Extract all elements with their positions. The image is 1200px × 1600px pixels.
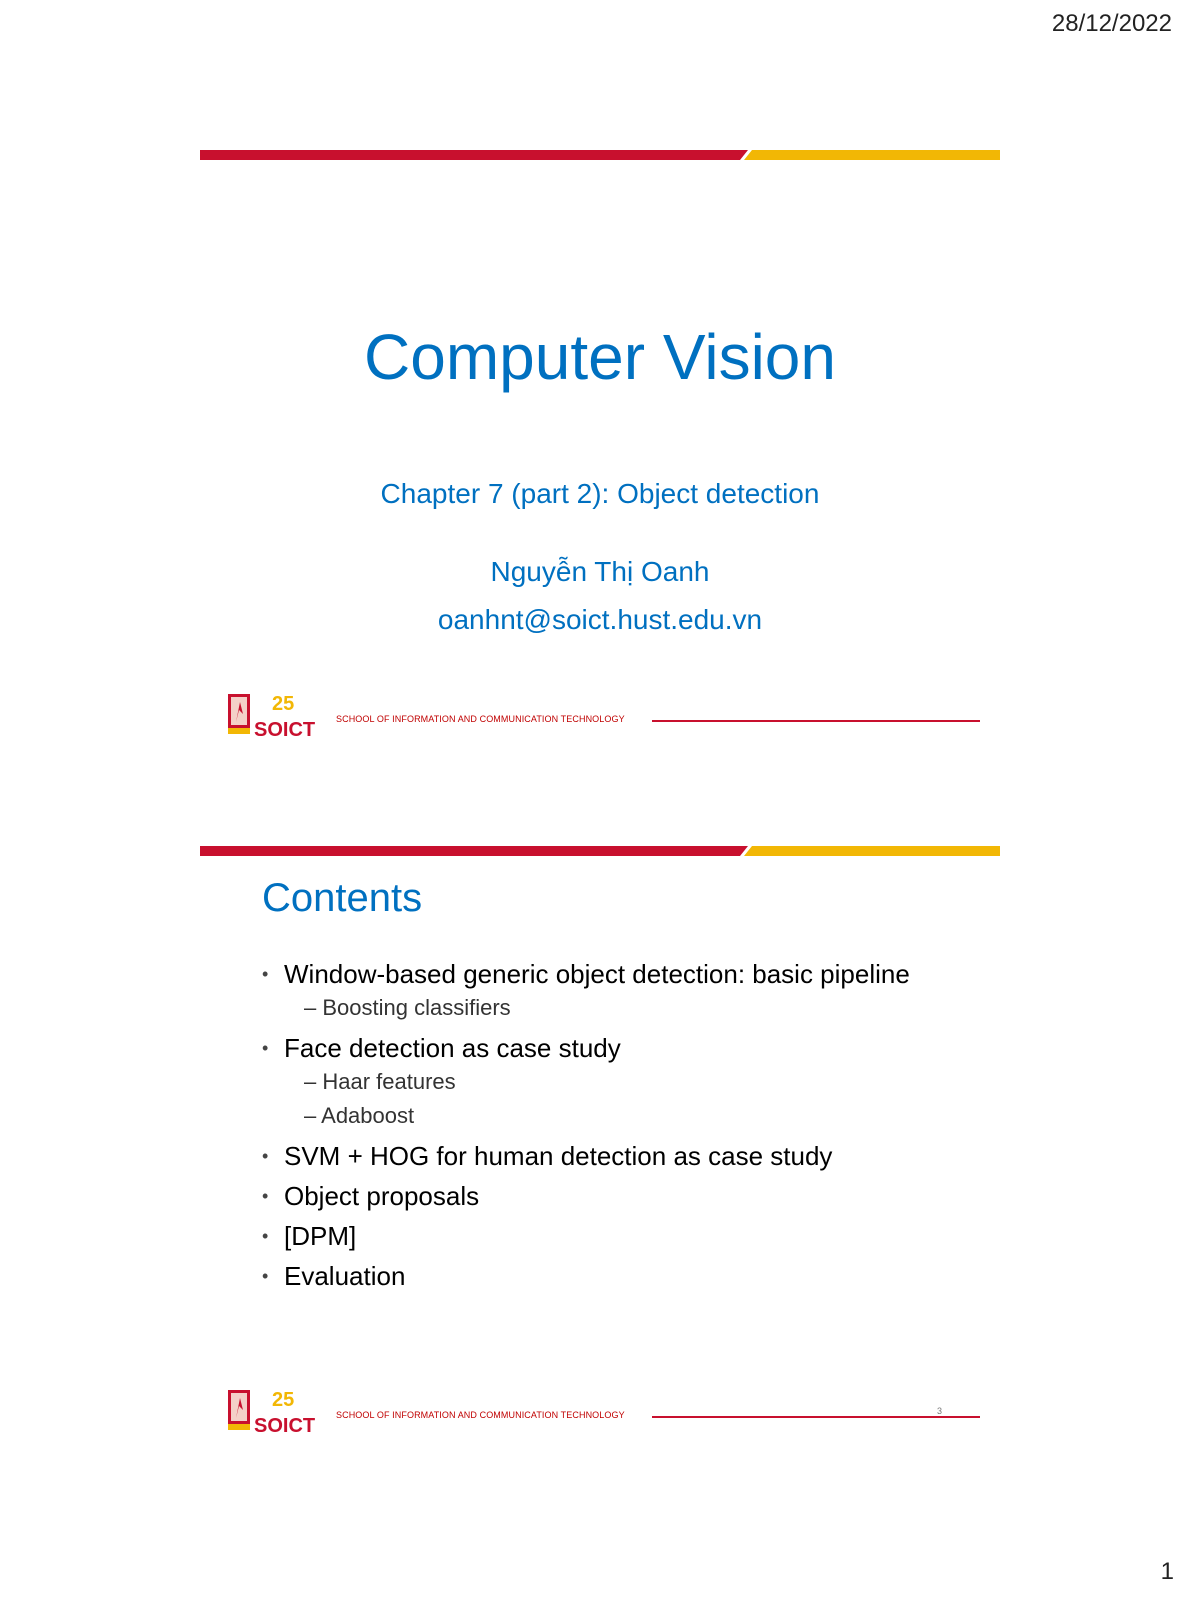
slide-subtitle: Chapter 7 (part 2): Object detection — [380, 478, 820, 509]
slide-number: 3 — [936, 1406, 942, 1416]
school-name: SCHOOL OF INFORMATION AND COMMUNICATION TECHNOLOGY — [336, 714, 625, 724]
bullet-icon: • — [262, 1038, 269, 1058]
contents-slide — [200, 846, 1000, 1446]
bullet-icon: • — [262, 964, 269, 984]
slide-footer — [228, 692, 980, 738]
title-slide — [200, 150, 1000, 750]
svg-text:25: 25 — [272, 1389, 295, 1411]
bullet-icon: • — [262, 1186, 269, 1206]
slide-top-bar — [200, 846, 1000, 856]
slide-footer — [228, 1388, 980, 1434]
sub-list-item: – Haar features — [304, 1069, 456, 1094]
author-name: Nguyễn Thị Oanh — [490, 556, 710, 587]
svg-text:SOICT: SOICT — [254, 719, 316, 738]
footer-line — [652, 720, 980, 722]
list-item: • Window-based generic object detection: basic pipeline — [262, 959, 910, 989]
bullet-icon: • — [262, 1146, 269, 1166]
bullet-icon: • — [262, 1266, 269, 1286]
author-email: oanhnt@soict.hust.edu.vn — [437, 604, 763, 635]
list-item: • Evaluation — [262, 1261, 406, 1291]
list-item: • SVM + HOG for human detection as case study — [262, 1141, 833, 1171]
footer-line — [652, 1416, 980, 1418]
contents-title: Contents — [262, 876, 423, 920]
page-number: 1 — [1160, 1558, 1174, 1585]
svg-text:25: 25 — [272, 693, 295, 715]
soict-logo — [228, 692, 328, 738]
soict-logo — [228, 1388, 328, 1434]
sub-list-item: – Boosting classifiers — [304, 995, 511, 1020]
page-date: 28/12/2022 — [1051, 10, 1172, 37]
list-item: • Object proposals — [262, 1181, 480, 1211]
list-item: • Face detection as case study — [262, 1033, 621, 1063]
bullet-icon: • — [262, 1226, 269, 1246]
list-item: • [DPM] — [262, 1221, 357, 1251]
slide-title: Computer Vision — [364, 321, 836, 393]
slide-top-bar — [200, 150, 1000, 160]
contents-list — [262, 958, 962, 1293]
sub-list-item: – Adaboost — [304, 1103, 415, 1128]
svg-text:SOICT: SOICT — [254, 1415, 316, 1434]
school-name: SCHOOL OF INFORMATION AND COMMUNICATION TECHNOLOGY — [336, 1410, 625, 1420]
